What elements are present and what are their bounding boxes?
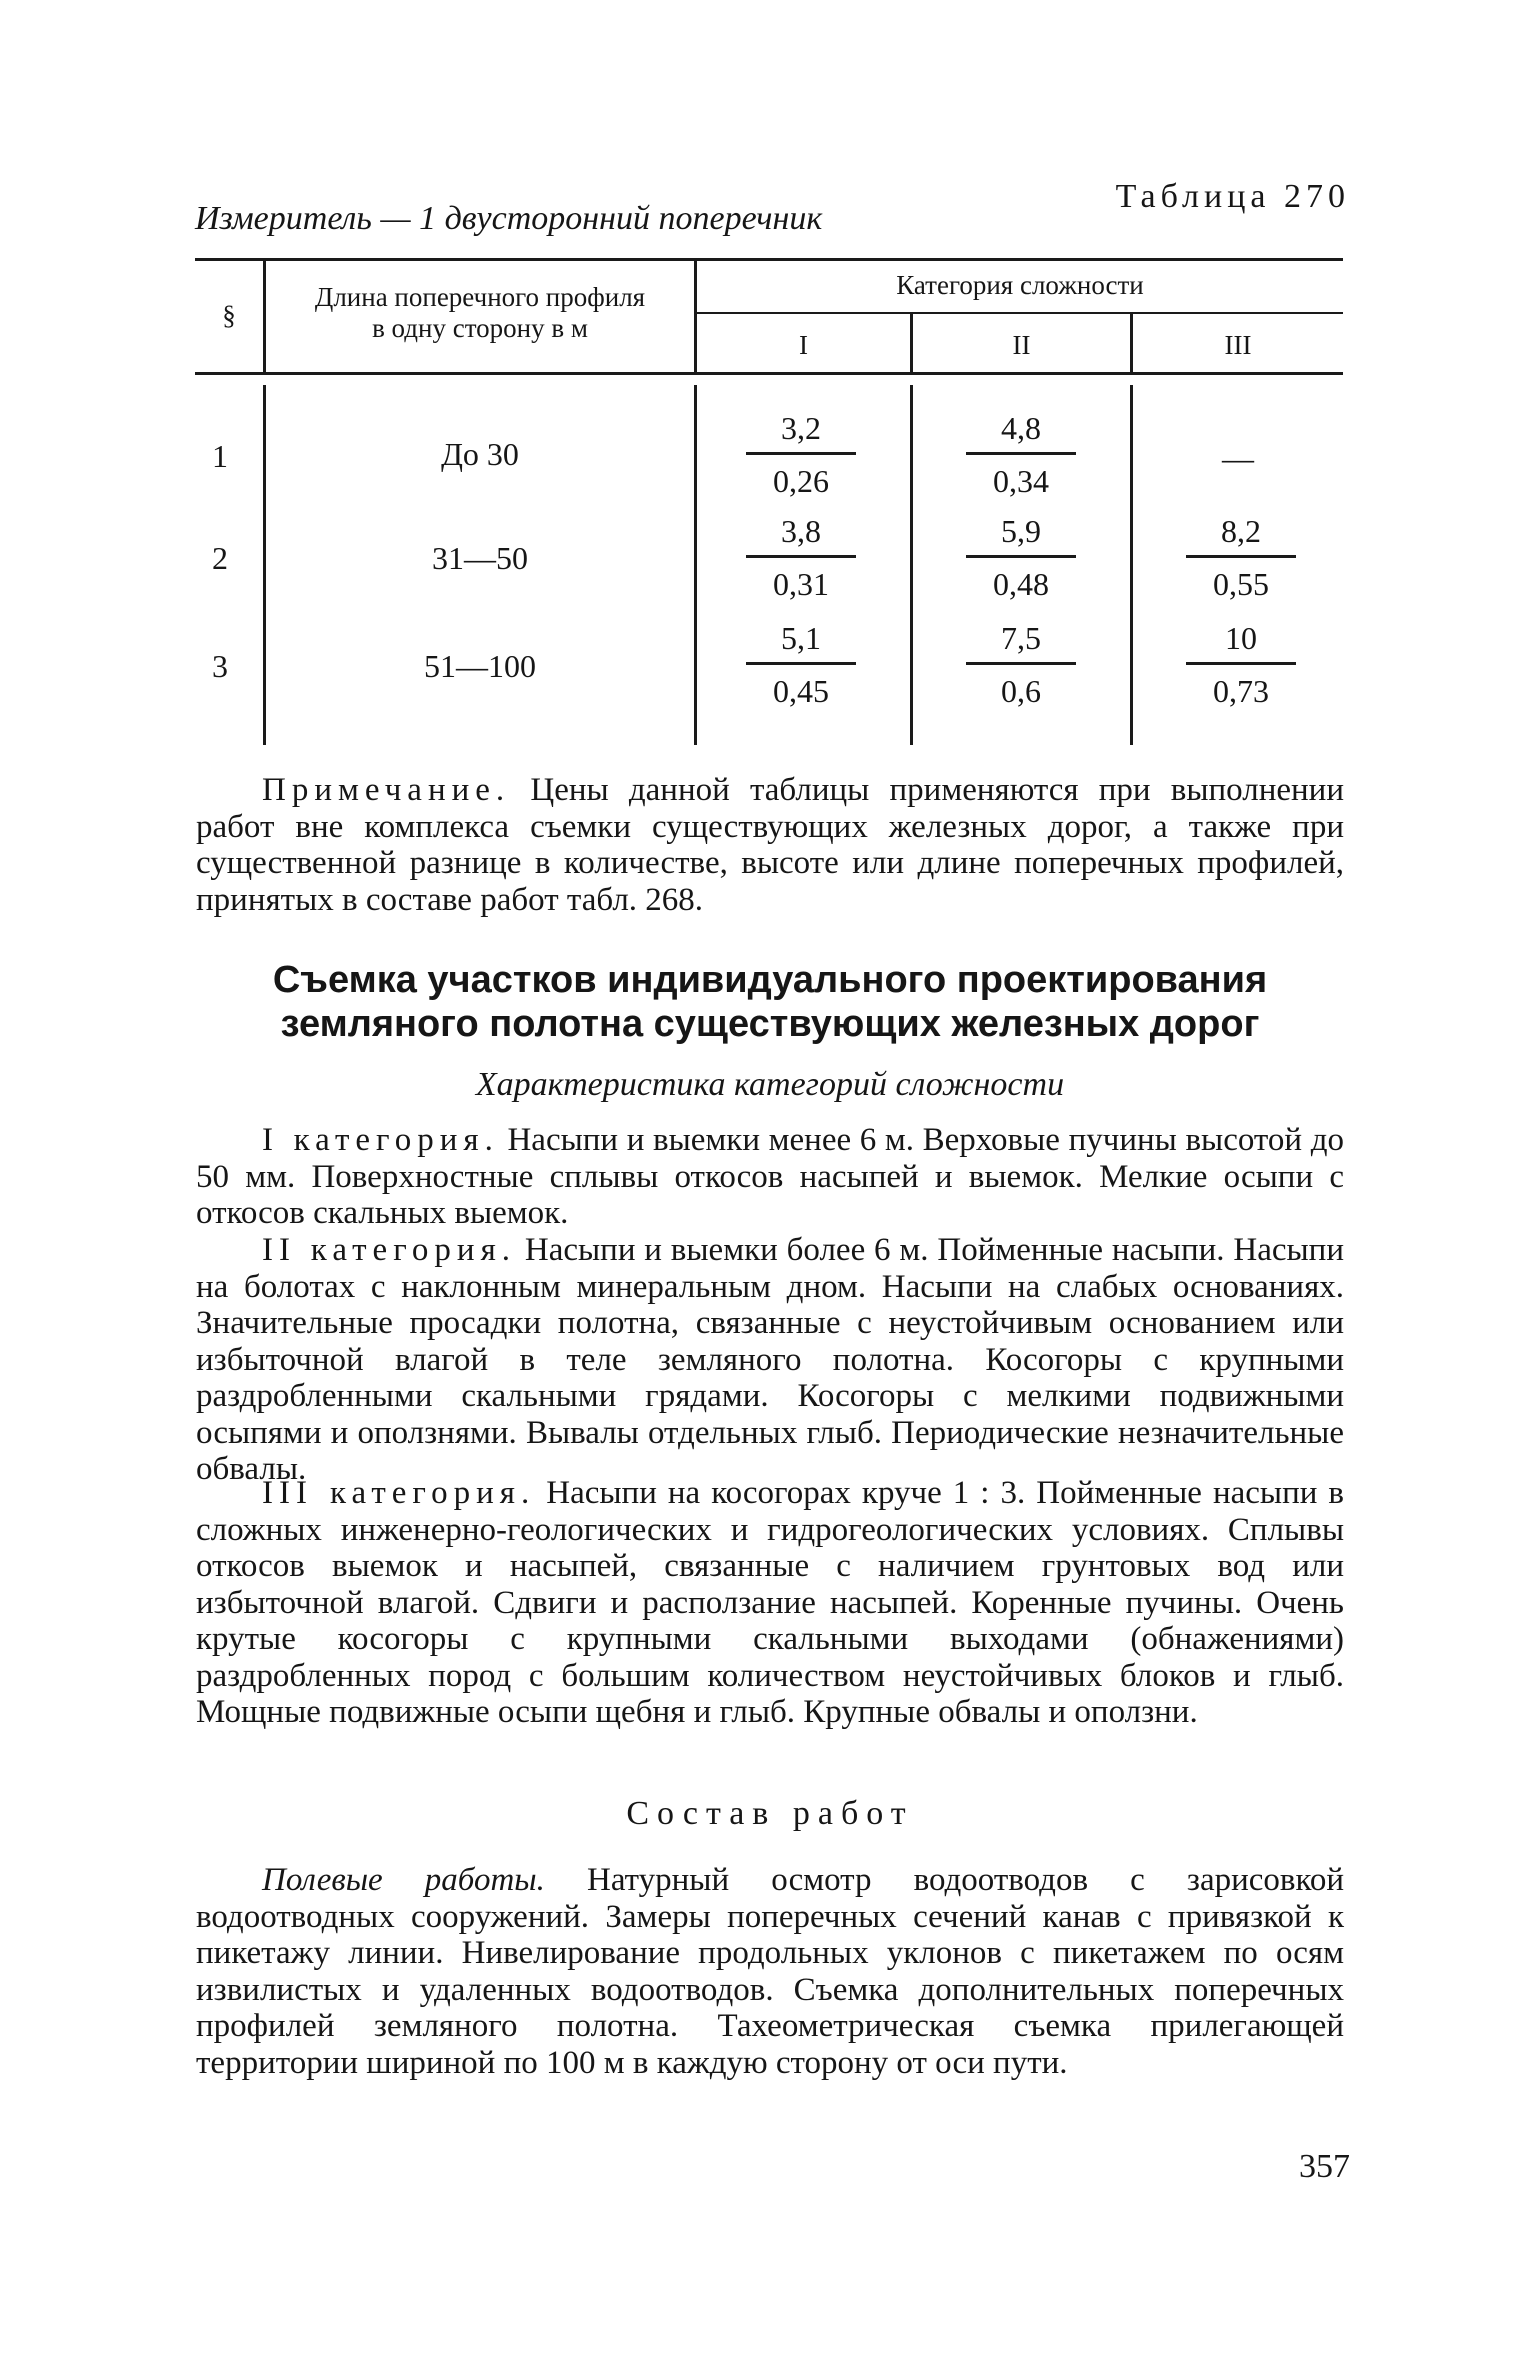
header-cat-2: II bbox=[1012, 330, 1031, 360]
works-label: Полевые работы. bbox=[262, 1862, 545, 1898]
category-3-label: III категория. bbox=[262, 1475, 536, 1511]
row-2-cat3-den: 0,55 bbox=[1213, 566, 1269, 602]
category-2-label: II категория. bbox=[262, 1232, 517, 1268]
page-number: 357 bbox=[1299, 2148, 1350, 2185]
table-body-vline-3 bbox=[910, 385, 913, 745]
row-1-cat1-num: 3,2 bbox=[746, 410, 856, 455]
row-1-number: 1 bbox=[212, 438, 228, 474]
row-1-cat2-num: 4,8 bbox=[966, 410, 1076, 455]
header-length bbox=[266, 282, 694, 344]
row-3-cat1-price bbox=[746, 620, 856, 709]
row-2-cat3-num: 8,2 bbox=[1186, 513, 1296, 558]
table-note bbox=[196, 772, 1344, 918]
row-2-cat1-den: 0,31 bbox=[773, 566, 829, 602]
categories-subheading: Характеристика категорий сложности bbox=[475, 1066, 1065, 1103]
table-meter: Измеритель — 1 двусторонний поперечник bbox=[195, 200, 823, 237]
row-2-number: 2 bbox=[212, 540, 228, 576]
header-category: Категория сложности bbox=[896, 270, 1144, 300]
table-top-rule bbox=[195, 258, 1343, 261]
header-cat-3: III bbox=[1224, 330, 1252, 360]
row-1-cat3-dash: — bbox=[1222, 440, 1254, 476]
row-3-cat2-price bbox=[966, 620, 1076, 709]
works-heading: Состав работ bbox=[626, 1795, 914, 1832]
row-1-cat2-den: 0,34 bbox=[993, 463, 1049, 499]
row-2-cat1-num: 3,8 bbox=[746, 513, 856, 558]
row-3-cat2-num: 7,5 bbox=[966, 620, 1076, 665]
row-3-cat3-price bbox=[1186, 620, 1296, 709]
category-1-paragraph bbox=[196, 1122, 1344, 1232]
section-heading-line1: Съемка участков индивидуального проектирования bbox=[272, 959, 1268, 1001]
note-text: Цены данной таблицы применяются при выполнении работ вне комплекса съемки существующих железных дорог, а также при существенной разнице в количестве, высоте или длине поперечных профилей, принятых в составе работ табл. 268. bbox=[196, 772, 1344, 918]
row-2-length: 31—50 bbox=[432, 540, 528, 576]
section-heading-line2: земляного полотна существующих железных дорог bbox=[280, 1003, 1260, 1045]
table-body-vline-4 bbox=[1130, 385, 1133, 745]
row-1-cat2-price bbox=[966, 410, 1076, 499]
category-1-text: Насыпи и выемки менее 6 м. Верховые пучины высотой до 50 мм. Поверхностные сплывы откосов насыпей и выемок. Мелкие осыпи с откосов скальных выемок. bbox=[196, 1122, 1345, 1231]
row-3-length: 51—100 bbox=[424, 648, 536, 684]
category-3-text: Насыпи на косогорах круче 1 : 3. Пойменные насыпи в сложных инженерно-геологических и гидрогеологических условиях. Сплывы откосов выемок и насыпей, связанные с наличием грунтовых вод или избыточной влагой. Сдвиги и расползание насыпей. Коренные пучины. Очень крутые косогоры с крупными скальными выходами (обнажениями) раздробленных пород с большим количеством неустойчивых блоков и глыб. Мощные подвижные осыпи щебня и глыб. Крупные обвалы и оползни. bbox=[196, 1475, 1345, 1730]
works-paragraph bbox=[196, 1862, 1344, 2081]
note-label: Примечание. bbox=[262, 772, 511, 808]
section-heading bbox=[196, 958, 1344, 1046]
row-3-cat2-den: 0,6 bbox=[1001, 673, 1041, 709]
category-sub-rule bbox=[696, 312, 1343, 314]
row-2-cat2-num: 5,9 bbox=[966, 513, 1076, 558]
works-text: Натурный осмотр водоотводов с зарисовкой водоотводных сооружений. Замеры поперечных сечений канав с привязкой к пикетажу линии. Нивелирование продольных уклонов с пикетажем по осям извилистых и удаленных водоотводов. Съемка дополнительных поперечных профилей земляного полотна. Тахеометрическая съемка прилегающей территории шириной по 100 м в каждую сторону от оси пути. bbox=[196, 1862, 1345, 2081]
row-2-cat1-price bbox=[746, 513, 856, 602]
row-2-cat3-price bbox=[1186, 513, 1296, 602]
table-header-rule bbox=[195, 372, 1343, 375]
header-section: § bbox=[222, 300, 236, 330]
header-length-line1: Длина поперечного профиля bbox=[314, 282, 646, 312]
category-3-paragraph bbox=[196, 1475, 1344, 1731]
row-1-cat1-price bbox=[746, 410, 856, 499]
row-2-cat2-den: 0,48 bbox=[993, 566, 1049, 602]
category-2-text: Насыпи и выемки более 6 м. Пойменные насыпи. Насыпи на болотах с наклонным минеральным дном. Насыпи на слабых основаниях. Значительные просадки полотна, связанные с неустойчивым основанием или избыточной влагой в теле земляного полотна. Косогоры с крупными раздробленными скальными грядами. Косогоры с мелкими подвижными осыпями и оползнями. Вывалы отдельных глыб. Периодические незначительные обвалы. bbox=[196, 1232, 1344, 1487]
row-1-cat1-den: 0,26 bbox=[773, 463, 829, 499]
category-2-paragraph bbox=[196, 1232, 1344, 1488]
row-3-cat3-den: 0,73 bbox=[1213, 673, 1269, 709]
header-cat-1: I bbox=[799, 330, 808, 360]
table-number: Таблица 270 bbox=[1115, 178, 1350, 215]
row-3-cat1-num: 5,1 bbox=[746, 620, 856, 665]
row-3-cat1-den: 0,45 bbox=[773, 673, 829, 709]
row-3-cat3-num: 10 bbox=[1186, 620, 1296, 665]
row-1-length: До 30 bbox=[441, 436, 519, 472]
header-length-line2: в одну сторону в м bbox=[372, 313, 588, 343]
table-body-vline-2 bbox=[694, 385, 697, 745]
row-2-cat2-price bbox=[966, 513, 1076, 602]
category-1-label: I категория. bbox=[262, 1122, 499, 1158]
row-3-number: 3 bbox=[212, 648, 228, 684]
